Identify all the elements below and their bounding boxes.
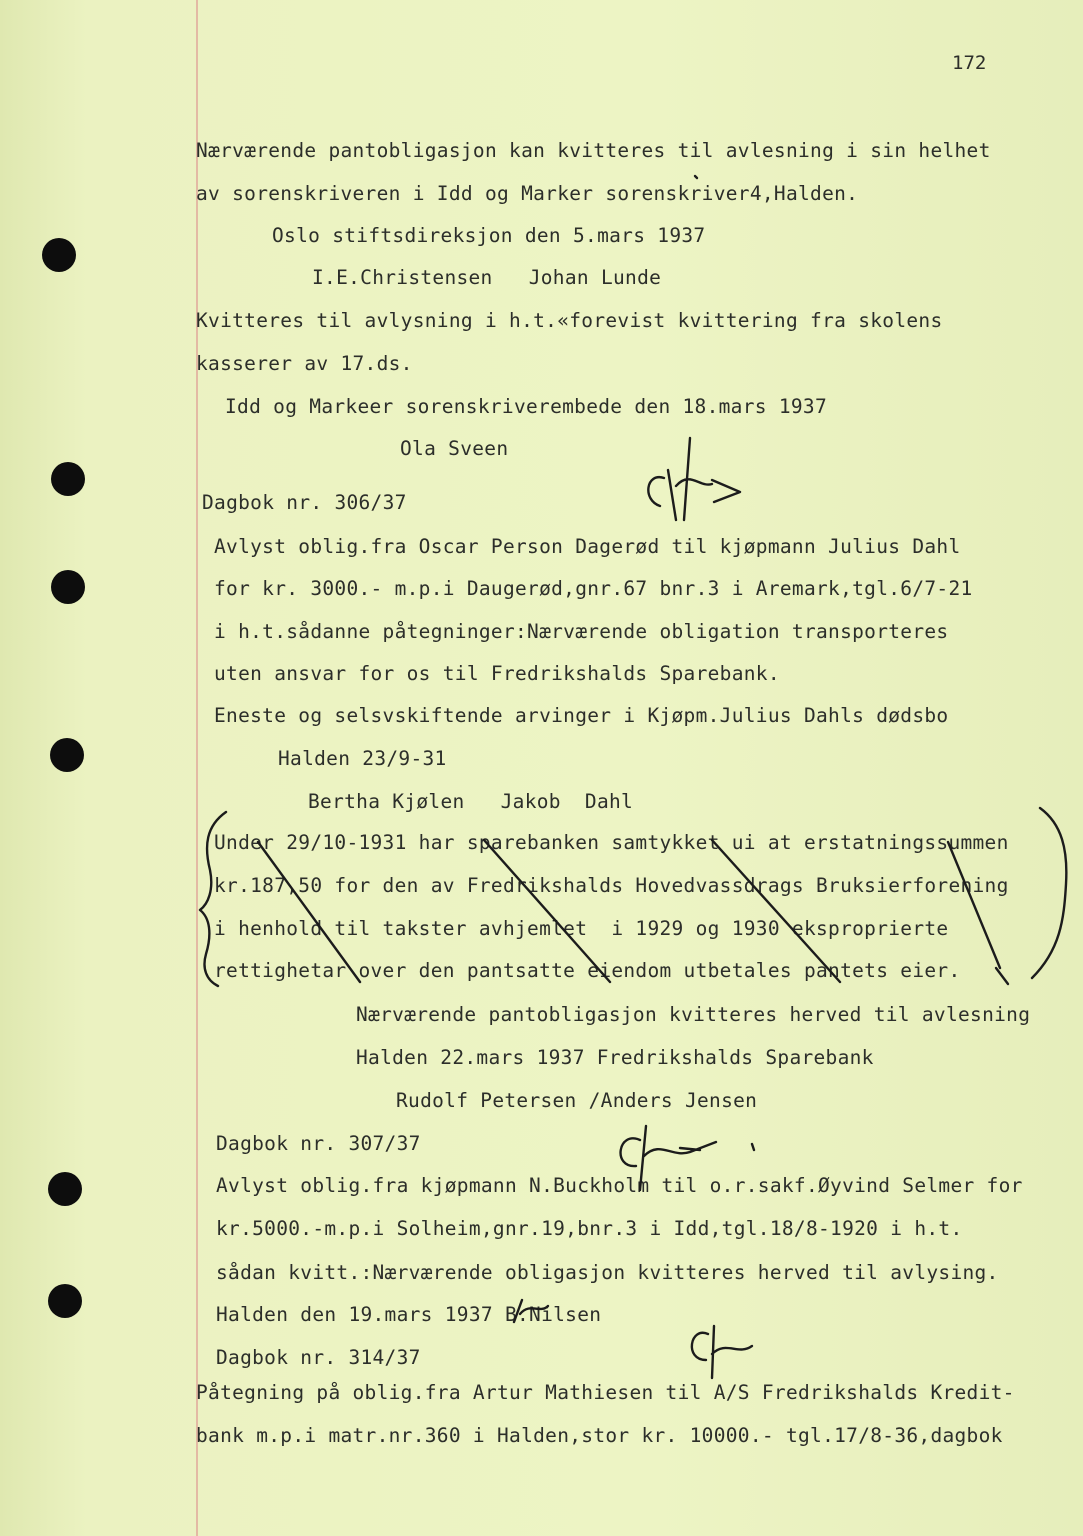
strike-line [712, 840, 840, 982]
text-line: Nærværende pantobligasjon kan kvitteres til avlesning i sin helhet [196, 139, 991, 162]
text-line: Halden den 19.mars 1937 B.Nilsen [216, 1303, 602, 1326]
journal-heading: Dagbok nr. 306/37 [202, 491, 407, 514]
left-brace-mark [200, 812, 226, 986]
ink-dot [752, 1144, 754, 1150]
text-line: bank m.p.i matr.nr.360 i Halden,stor kr. 10000.- tgl.17/8-36,dagbok [196, 1424, 1003, 1447]
bracketed-text-line: kr.187,50 for den av Fredrikshalds Hovedvassdrags Bruksierforening [214, 874, 1009, 897]
journal-heading: Dagbok nr. 314/37 [216, 1346, 421, 1369]
text-line: av sorenskriveren i Idd og Marker sorenskriver4,Halden. [196, 182, 859, 205]
text-line: Idd og Markeer sorenskriverembede den 18.mars 1937 [225, 395, 827, 418]
text-line: Oslo stiftsdireksjon den 5.mars 1937 [272, 224, 706, 247]
strike-line [996, 968, 1008, 984]
signature-line: Bertha Kjølen Jakob Dahl [308, 790, 634, 813]
strike-line [484, 840, 610, 982]
strike-line [948, 842, 1000, 968]
text-line: kasserer av 17.ds. [196, 352, 413, 375]
text-line: Halden 23/9-31 [278, 747, 447, 770]
bracketed-text-line: Under 29/10-1931 har sparebanken samtykket ui at erstatningssummen [214, 831, 1009, 854]
text-line: Avlyst oblig.fra kjøpmann N.Buckholm til o.r.sakf.Øyvind Selmer for [216, 1174, 1023, 1197]
signature-line: Rudolf Petersen /Anders Jensen [396, 1089, 758, 1112]
text-line: kr.5000.-m.p.i Solheim,gnr.19,bnr.3 i Idd,tgl.18/8-1920 i h.t. [216, 1217, 963, 1240]
text-line: Kvitteres til avlysning i h.t.«forevist kvittering fra skolens [196, 309, 943, 332]
ink-dot [695, 176, 697, 178]
text-line: for kr. 3000.- m.p.i Daugerød,gnr.67 bnr.3 i Aremark,tgl.6/7-21 [214, 577, 973, 600]
page-number: 172 [952, 52, 987, 74]
handwritten-mark [514, 1300, 548, 1322]
text-line: sådan kvitt.:Nærværende obligasjon kvitteres herved til avlysing. [216, 1261, 999, 1284]
text-line: Nærværende pantobligasjon kvitteres herved til avlesning [356, 1003, 1031, 1026]
text-line: Avlyst oblig.fra Oscar Person Dagerød til kjøpmann Julius Dahl [214, 535, 961, 558]
text-line: uten ansvar for os til Fredrikshalds Sparebank. [214, 662, 780, 685]
text-line: i h.t.sådanne påtegninger:Nærværende obligation transporteres [214, 620, 949, 643]
handwritten-initials [692, 1326, 752, 1378]
text-line: I.E.Christensen Johan Lunde [312, 266, 662, 289]
bracketed-text-line: rettighetar over den pantsatte eiendom utbetales pantets eier. [214, 959, 961, 982]
journal-heading: Dagbok nr. 307/37 [216, 1132, 421, 1155]
strike-line [258, 842, 360, 982]
handwritten-initials [621, 1126, 716, 1190]
text-line: Eneste og selsvskiftende arvinger i Kjøpm.Julius Dahls dødsbo [214, 704, 949, 727]
bracketed-text-line: i henhold til takster avhjemlet i 1929 og 1930 eksproprierte [214, 917, 949, 940]
text-line: Halden 22.mars 1937 Fredrikshalds Sparebank [356, 1046, 874, 1069]
signature-line: Ola Sveen [400, 437, 509, 460]
right-bracket-mark [1032, 808, 1066, 978]
text-line: Påtegning på oblig.fra Artur Mathiesen til A/S Fredrikshalds Kredit- [196, 1381, 1015, 1404]
handwritten-initials [648, 438, 740, 520]
